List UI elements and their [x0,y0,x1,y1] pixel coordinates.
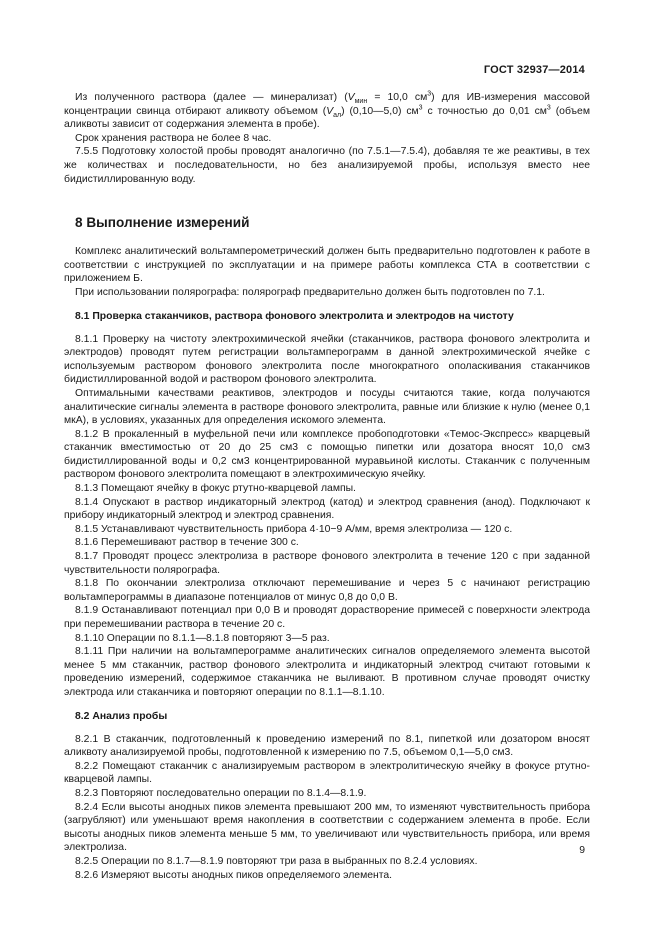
item-8-2-4: 8.2.4 Если высоты анодных пиков элемента превышают 200 мм, то изменяют чувствительность прибора (загрубляют) или уменьшают время накопления в соответствии с содержанием элемента в пробе. Если высоты анодных пиков элемента меньше 5 мм, то увеличивают или чувствительность прибора, или время электролиза. [64,801,590,854]
item-8-2-5: 8.2.5 Операции по 8.1.7—8.1.9 повторяют три раза в выбранных по 8.2.4 условиях. [75,855,478,867]
section-8-title: 8 Выполнение измерений [75,215,250,231]
document-body [64,91,590,882]
item-8-1-4: 8.1.4 Опускают в раствор индикаторный электрод (катод) и электрод сравнения (анод). Подключают к прибору индикаторный электрод и электрод сравнения. [64,496,590,522]
item-8-1-2: 8.1.2 В прокаленный в муфельной печи или комплексе пробоподготовки «Темос-Экспресс» кварцевый стаканчик вместимостью от 20 до 25 см3 с помощью пипетки или дозатора вносят 10,0 см3 бидистиллированной воды и 0,2 см3 концентрированной муравьиной кислоты. Стаканчик с полученным раствором фонового электролита помещают в электрохимическую ячейку. [64,428,590,481]
item-8-2-3: 8.2.3 Повторяют последовательно операции по 8.1.4—8.1.9. [75,787,367,799]
item-8-1-7: 8.1.7 Проводят процесс электролиза в растворе фонового электролита в течение 120 с при заданной чувствительности полярографа. [64,551,590,576]
section-8-intro-1: Комплекс аналитический вольтамперометрический должен быть предварительно подготовлен к работе в соответствии с инструкцией по эксплуатации и на примере работы комплекса СТА в соответствии с приложением Б. [64,246,590,285]
item-8-1-1-note: Оптимальными качествами реактивов, электродов и посуды считаются такие, когда получаются аналитические сигналы элемента в растворе фонового электролита, равные или близкие к нулю (менее 0,1 мкА), в условиях, указанных для определения искомого элемента. [64,387,590,427]
item-8-2-2: 8.2.2 Помещают стаканчик с анализируемым раствором в электролитическую ячейку в фокусе ртутно-кварцевой лампы. [64,760,590,786]
paragraph-7-5-5: 7.5.5 Подготовку холостой пробы проводят аналогично (по 7.5.1—7.5.4), добавляя те же реактивы, в тех же количествах и последовательности, но без анализируемой пробы, используя вместо нее бидистиллированную воду. [64,146,590,185]
item-8-1-11: 8.1.11 При наличии на вольтамперограмме аналитических сигналов определяемого элемента высотой менее 5 мм стаканчик, раствор фонового электролита и индикаторный электрод считают готовыми к проведению измерений, содержимое стаканчика не выливают. В противном случае проводят очистку электрода или стаканчика и повторяют операции по 8.1.1—8.1.10. [64,646,590,698]
item-8-2-6: 8.2.6 Измеряют высоты анодных пиков определяемого элемента. [75,869,393,881]
section-8-intro-2: При использовании полярографа: полярограф предварительно должен быть подготовлен по 7.1. [75,286,545,298]
subsection-8-1-title: 8.1 Проверка стаканчиков, раствора фонового электролита и электродов на чистоту [75,310,514,322]
item-8-1-1: 8.1.1 Проверку на чистоту электрохимической ячейки (стаканчиков, раствора фонового электролита и электродов) проводят путем регистрации вольтамперограмм в данной электрохимической ячейке с используемым раствором фонового электролита после многократного ополаскивания стаканчиков бидистиллированной водой и раствором фонового электролита. [64,333,590,386]
paragraph-storage: Срок хранения раствора не более 8 час. [75,132,272,144]
page-number: 9 [579,845,585,856]
paragraph-mineralizate: Из полученного раствора (далее — минерализат) ($V_{мин} = 10,0$ $см^3$) для ИВ-измерения массовой концентрации свинца отбирают аликвоту объемом $(V_{ал})$ (0,10—5,0) $см^3$ с точностью до 0,01 $см^3$ (объем аликвоты зависит от содержания элемента в пробе). [64,90,590,131]
item-8-1-6: 8.1.6 Перемешивают раствор в течение 300 с. [75,537,299,549]
item-8-1-3: 8.1.3 Помещают ячейку в фокус ртутно-кварцевой лампы. [75,483,356,495]
item-8-1-9: 8.1.9 Останавливают потенциал при 0,0 В и проводят дорастворение примесей с поверхности электрода при перемешивании раствора в течение 20 с. [64,605,590,630]
item-8-1-5: 8.1.5 Устанавливают чувствительность прибора 4·10−9 А/мм, время электролиза — 120 с. [75,523,513,535]
item-8-1-8: 8.1.8 По окончании электролиза отключают перемешивание и через 5 с начинают регистрацию вольтамперограммы в диапазоне потенциалов от минус 0,8 до 0,0 В. [64,578,590,603]
standard-header: ГОСТ 32937—2014 [483,64,585,76]
item-8-2-1: 8.2.1 В стаканчик, подготовленный к проведению измерений по 8.1, пипеткой или дозатором вносят аликвоту анализируемой пробы, подготовленной к измерению по 7.5, объемом 0,1—5,0 см3. [64,733,590,759]
item-8-1-10: 8.1.10 Операции по 8.1.1—8.1.8 повторяют 3—5 раз. [75,632,330,644]
subsection-8-2-title: 8.2 Анализ пробы [75,710,168,722]
